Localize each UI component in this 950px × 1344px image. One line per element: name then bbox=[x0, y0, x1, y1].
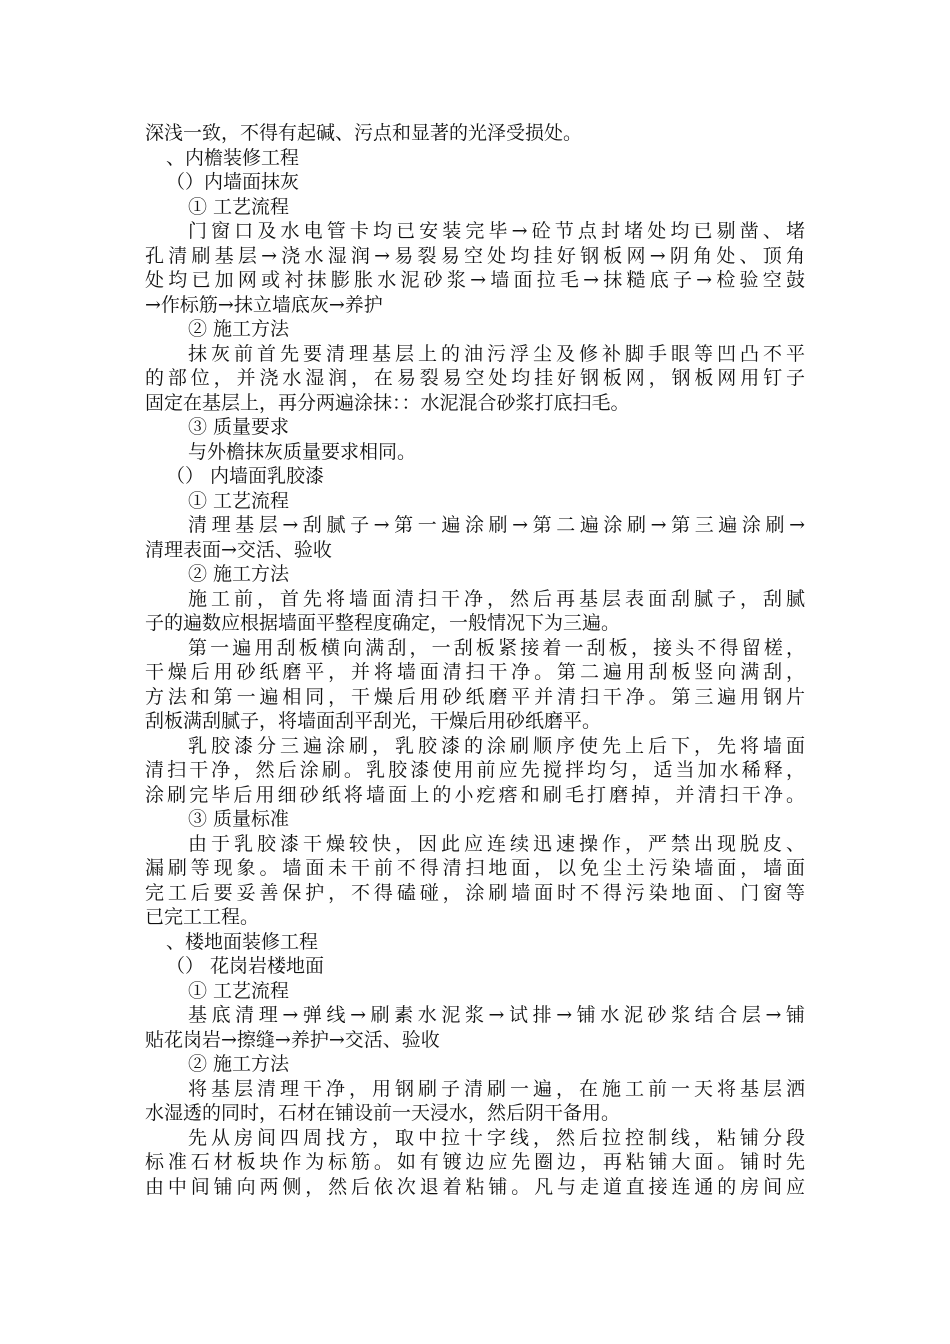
text-line: 基底清理→弹线→刷素水泥浆→试排→铺水泥砂浆结合层→铺 bbox=[188, 1004, 805, 1026]
text-line: 施工前，首先将墙面清扫干净，然后再基层表面刮腻子，刮腻 bbox=[188, 587, 805, 610]
text-line: 第一遍用刮板横向满刮，一刮板紧接着一刮板，接头不得留槎， bbox=[188, 636, 805, 659]
text-line: ① 工艺流程 bbox=[188, 195, 290, 218]
text-line: 先从房间四周找方，取中拉十字线，然后拉控制线，粘铺分段 bbox=[188, 1126, 805, 1149]
text-line: 深浅一致，不得有起碱、污点和显著的光泽受损处。 bbox=[145, 122, 583, 144]
text-line: 涂刷完毕后用细砂纸将墙面上的小疙瘩和刷毛打磨掉，并清扫干净。 bbox=[145, 783, 805, 806]
text-line: ③ 质量标准 bbox=[188, 808, 290, 830]
text-line: 、内檐装修工程 bbox=[166, 146, 300, 169]
text-line: 已完工工程。 bbox=[145, 906, 260, 928]
text-line: 清理基层→刮腻子→第一遍涂刷→第二遍涂刷→第三遍涂刷→ bbox=[188, 514, 805, 536]
text-line: 门窗口及水电管卡均已安装完毕→砼节点封堵处均已剔凿、堵 bbox=[188, 220, 805, 242]
text-line: 处均已加网或衬抹膨胀水泥砂浆→墙面拉毛→抹糙底子→检验空鼓 bbox=[145, 269, 805, 291]
text-line: 刮板满刮腻子，将墙面刮平刮光，干燥后用砂纸磨平。 bbox=[145, 710, 602, 732]
text-line: 清理表面→交活、验收 bbox=[145, 538, 332, 561]
text-line: 清扫干净，然后涂刷。乳胶漆使用前应先搅拌均匀，适当加水稀释， bbox=[145, 759, 805, 781]
text-line: ② 施工方法 bbox=[188, 1053, 290, 1075]
text-line: （） 花岗岩楼地面 bbox=[166, 955, 325, 977]
document-page bbox=[145, 121, 805, 1199]
text-line: ① 工艺流程 bbox=[188, 979, 290, 1002]
text-line: 孔清刷基层→浇水湿润→易裂易空处均挂好钢板网→阴角处、顶角 bbox=[145, 244, 805, 267]
text-line: 子的遍数应根据墙面平整程度确定，一般情况下为三遍。 bbox=[145, 612, 621, 634]
text-line: 贴花岗岩→擦缝→养护→交活、验收 bbox=[145, 1028, 440, 1051]
text-line: ① 工艺流程 bbox=[188, 489, 290, 512]
text-line: 、楼地面装修工程 bbox=[166, 930, 319, 953]
text-line: 由中间铺向两侧，然后依次退着粘铺。凡与走道直接连通的房间应 bbox=[145, 1175, 805, 1198]
text-line: →作标筋→抹立墙底灰→养护 bbox=[145, 293, 383, 316]
text-line: ② 施工方法 bbox=[188, 563, 290, 585]
text-line: 漏刷等现象。墙面未干前不得清扫地面，以免尘土污染墙面，墙面 bbox=[145, 857, 805, 879]
text-line: 固定在基层上，再分两遍涂抹：：水泥混合砂浆打底扫毛。 bbox=[145, 391, 630, 414]
text-line: 抹灰前首先要清理基层上的油污浮尘及修补脚手眼等凹凸不平 bbox=[188, 342, 805, 365]
text-line: 将基层清理干净，用钢刷子清刷一遍，在施工前一天将基层洒 bbox=[188, 1077, 805, 1100]
text-line: （）内墙面抹灰 bbox=[166, 171, 300, 193]
text-line: 干燥后用砂纸磨平，并将墙面清扫干净。第二遍用刮板竖向满刮， bbox=[145, 661, 805, 683]
text-line: （） 内墙面乳胶漆 bbox=[166, 465, 325, 487]
text-line: 水湿透的同时，石材在铺设前一天浸水，然后阴干备用。 bbox=[145, 1102, 621, 1124]
text-line: 由于乳胶漆干燥较快，因此应连续迅速操作，严禁出现脱皮、 bbox=[188, 832, 805, 855]
text-line: ② 施工方法 bbox=[188, 318, 290, 340]
text-line: 的部位，并浇水湿润，在易裂易空处均挂好钢板网，钢板网用钉子 bbox=[145, 367, 805, 389]
text-line: 乳胶漆分三遍涂刷，乳胶漆的涂刷顺序使先上后下，先将墙面 bbox=[188, 734, 805, 757]
text-line: ③ 质量要求 bbox=[188, 416, 290, 438]
text-line: 与外檐抹灰质量要求相同。 bbox=[188, 440, 417, 463]
text-line: 完工后要妥善保护，不得磕碰，涂刷墙面时不得污染地面、门窗等 bbox=[145, 881, 805, 904]
text-line: 标准石材板块作为标筋。如有镀边应先圈边，再粘铺大面。铺时先 bbox=[145, 1151, 805, 1173]
text-line: 方法和第一遍相同，干燥后用砂纸磨平并清扫干净。第三遍用钢片 bbox=[145, 685, 805, 708]
